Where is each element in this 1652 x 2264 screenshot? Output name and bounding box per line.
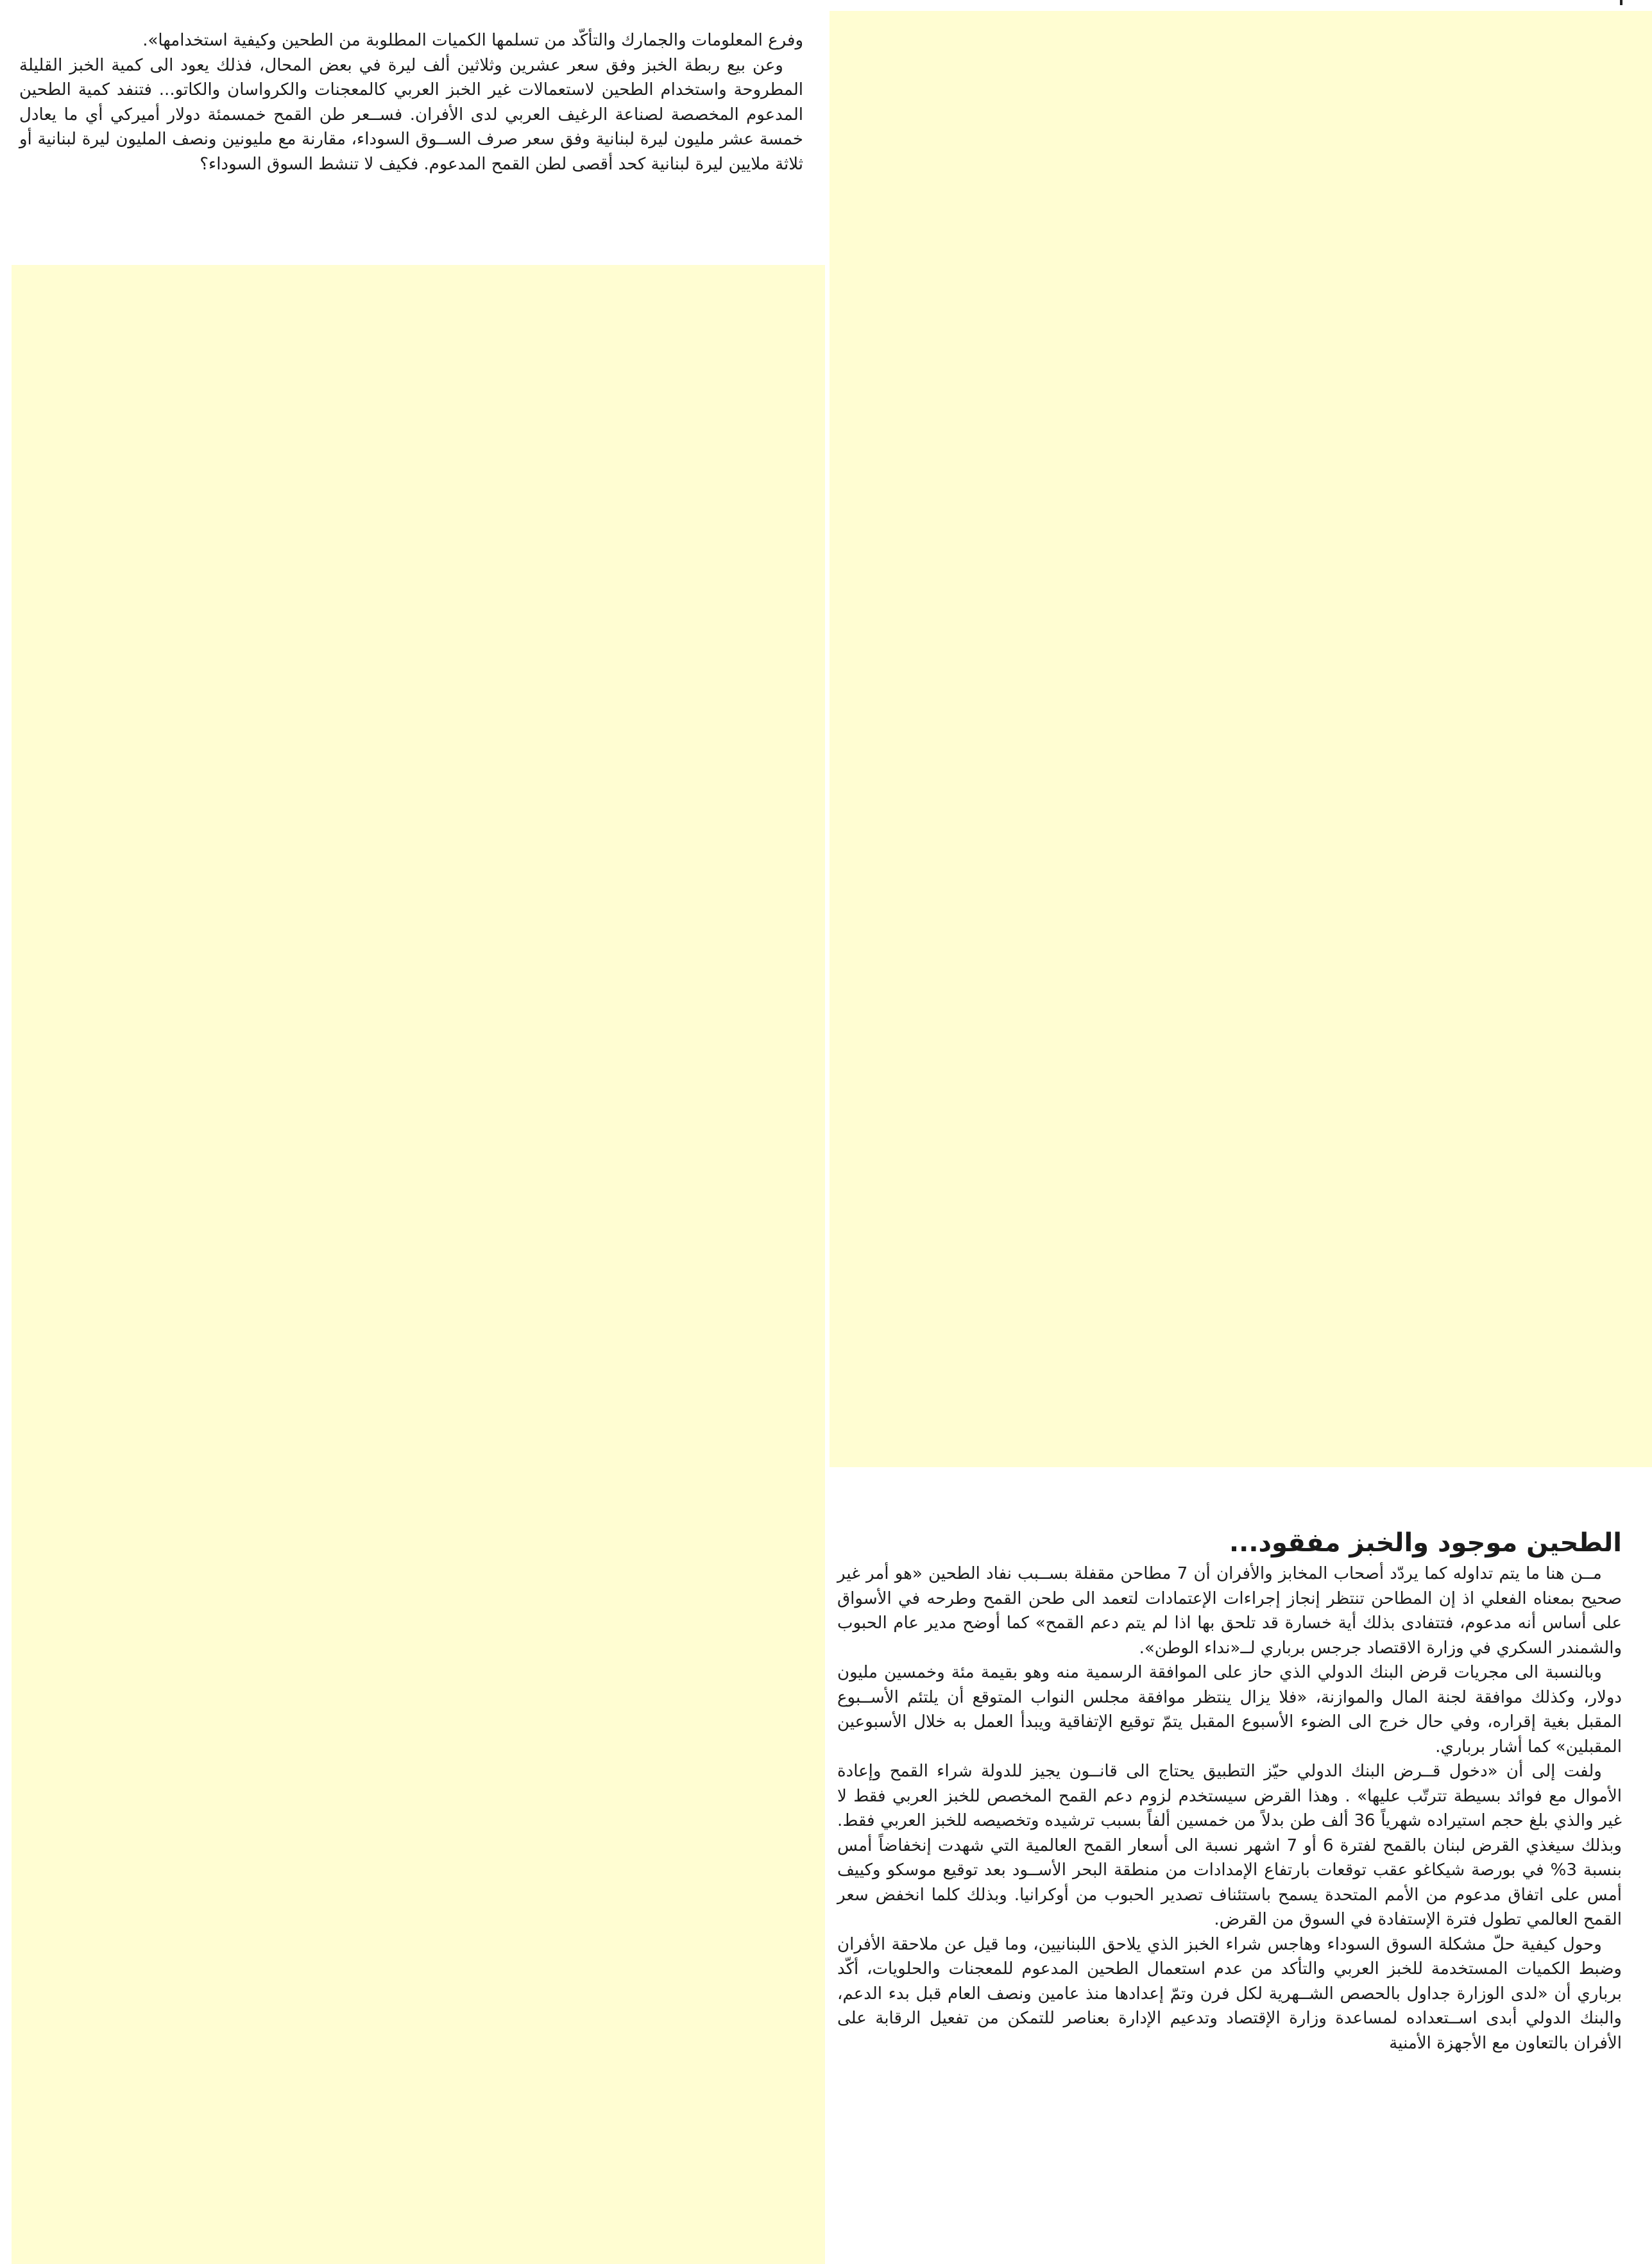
article-paragraph: وحول كيفية حلّ مشكلة السوق السوداء وهاجس شراء الخبز الذي يلاحق اللبنانيين، وما قيل عن ملاحقة الأفران وضبط الكميات المستخدمة للخبز العربي والتأكد من عدم استعمال الطحين المدعوم للمعجنات والحلويات، أكّد برباري أن «لدى الوزارة جداول بالحصص الشــهرية لكل فرن وتمّ إعدادها منذ عامين ونصف العام قبل بدء الدعم، والبنك الدولي أبدى اســتعداده لمساعدة وزارة الإقتصاد وتدعيم الإدارة بعناصر للتمكن من تفعيل الرقابة على الأفران بالتعاون مع الأجهزة الأمنية <box>837 1934 1622 2053</box>
yellow-panel-top-right <box>830 11 1652 1467</box>
article-top-left <box>19 28 803 176</box>
article-paragraph: مــن هنا ما يتم تداوله كما يردّد أصحاب المخابز والأفران أن 7 مطاحن مقفلة بســبب نفاد الطحين «هو أمر غير صحيح بمعناه الفعلي اذ إن المطاحن تنتظر إنجاز إجراءات الإعتمادات لتعمد الى طحن القمح وطرحه في الأسواق على أساس أنه مدعوم، فتتفادى بذلك أية خسارة قد تلحق بها اذا لم يتم دعم القمح» كما أوضح مدير عام الحبوب والشمندر السكري في وزارة الاقتصاد جرجس برباري لــ«نداء الوطن». <box>837 1564 1622 1658</box>
article-paragraph: ولفت إلى أن «دخول قــرض البنك الدولي حيّز التطبيق يحتاج الى قانــون يجيز للدولة شراء القمح وإعادة الأموال مع فوائد بسيطة تترتّب عليها» . وهذا القرض سيستخدم لزوم دعم القمح المخصص للخبز العربي فقط لا غير والذي بلغ حجم استيراده شهرياً 36 ألف طن بدلاً من خمسين ألفاً بسبب ترشيده وتخصيصه للخبز العربي فقط. وبذلك سيغذي القرض لبنان بالقمح لفترة 6 أو 7 اشهر نسبة الى أسعار القمح العالمية التي شهدت إنخفاضاً أمس بنسبة 3% في بورصة شيكاغو عقب توقعات بارتفاع الإمدادات من منطقة البحر الأســود بعد توقيع موسكو وكييف أمس على اتفاق مدعوم من الأمم المتحدة يسمح باستئناف تصدير الحبوب من أوكرانيا. وبذلك كلما انخفض سعر القمح العالمي تطول فترة الإستفادة في السوق من القرض. <box>837 1762 1622 1929</box>
article-headline: الطحين موجود والخبز مفقود... <box>1229 1528 1622 1558</box>
article-paragraph: وبالنسبة الى مجريات قرض البنك الدولي الذي حاز على الموافقة الرسمية منه وهو بقيمة مئة وخمسين مليون دولار، وكذلك موافقة لجنة المال والموازنة، «فلا يزال ينتظر موافقة مجلس النواب المتوقع أن يلتئم الأســبوع المقبل بغية إقراره، وفي حال خرج الى الضوء الأسبوع المقبل يتمّ توقيع الإتفاقية ويبدأ العمل به خلال الأسبوعين المقبلين» كما أشار برباري. <box>837 1663 1622 1757</box>
article-bottom-right <box>837 1562 1622 2055</box>
page-corner-mark <box>1620 0 1622 5</box>
article-paragraph: وعن بيع ربطة الخبز وفق سعر عشرين وثلاثين ألف ليرة في بعض المحال، فذلك يعود الى كمية الخبز القليلة المطروحة واستخدام الطحين لاستعمالات غير الخبز العربي كالمعجنات والكرواسان والكاتو... فتنفد كمية الطحين المدعوم المخصصة لصناعة الرغيف العربي لدى الأفران. فســعر طن القمح خمسمئة دولار أميركي أي ما يعادل خمسة عشر مليون ليرة لبنانية وفق سعر صرف الســوق السوداء، مقارنة مع مليونين ونصف المليون ليرة لبنانية أو ثلاثة ملايين ليرة لبنانية كحد أقصى لطن القمح المدعوم. فكيف لا تنشط السوق السوداء؟ <box>19 55 803 174</box>
article-paragraph: وفرع المعلومات والجمارك والتأكّد من تسلمها الكميات المطلوبة من الطحين وكيفية استخدامها». <box>142 31 803 50</box>
yellow-panel-left <box>12 265 825 2264</box>
